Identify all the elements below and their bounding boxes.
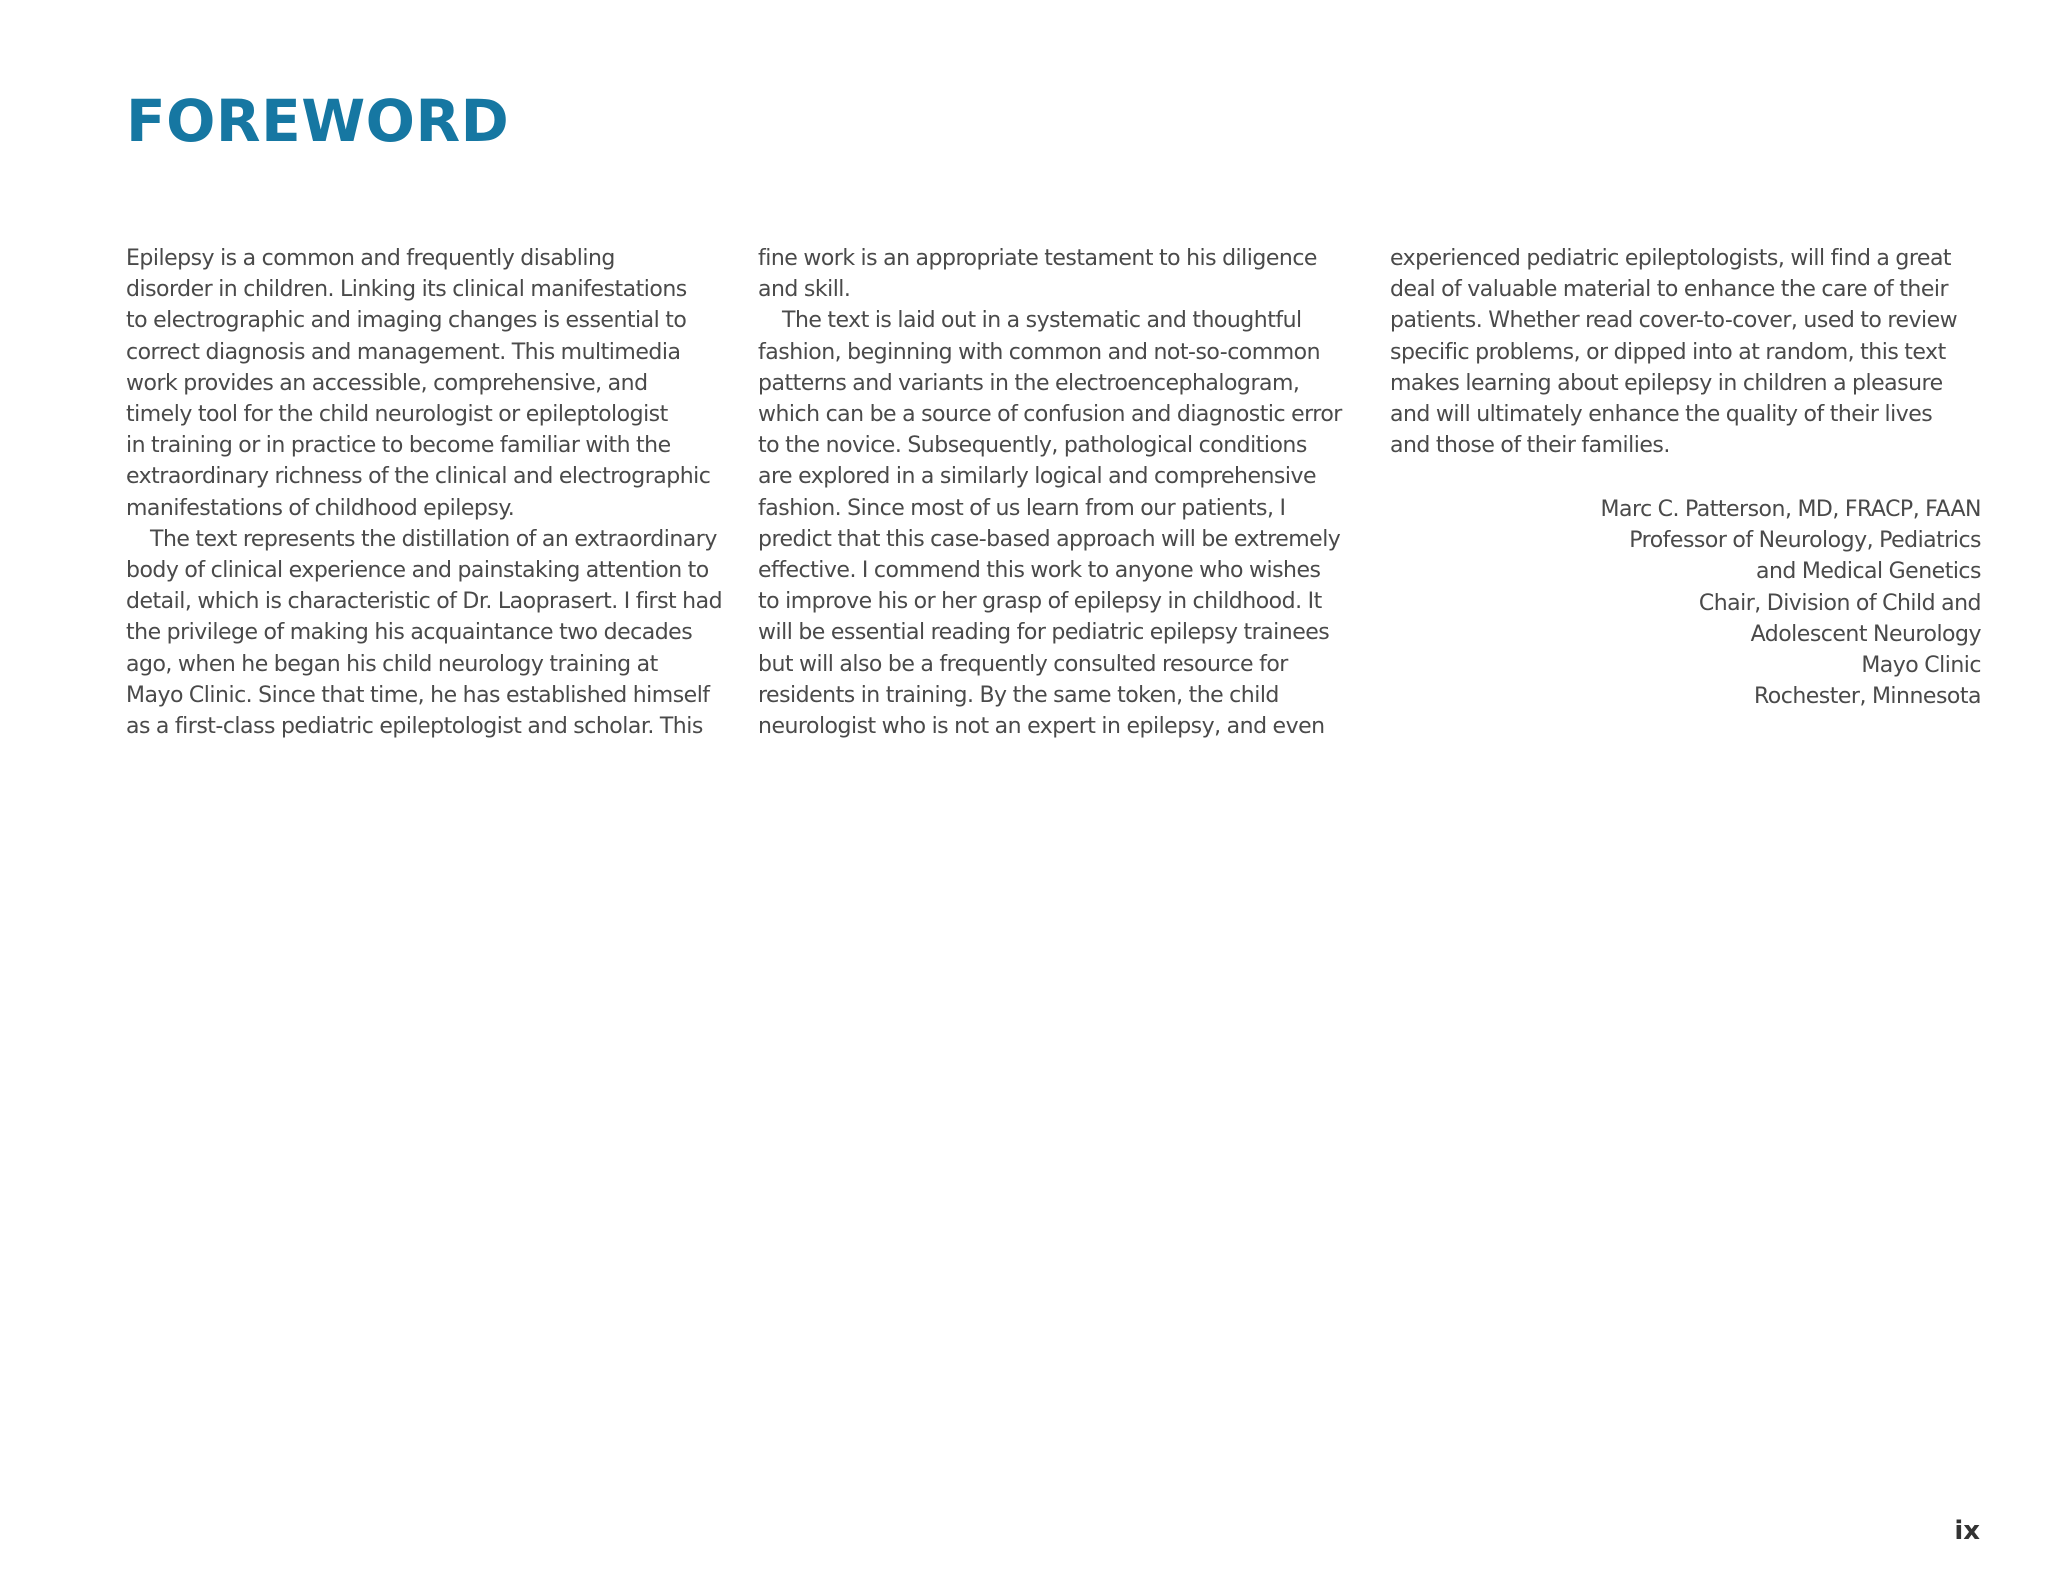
text-line: and skill. [758, 277, 851, 303]
author-title-line: and Medical Genetics [1755, 559, 1981, 585]
text-line: disorder in children. Linking its clinical manifestations [126, 277, 687, 303]
text-line: to improve his or her grasp of epilepsy in childhood. It [758, 589, 1322, 615]
text-line: will be essential reading for pediatric epilepsy trainees [758, 620, 1330, 646]
text-line: in training or in practice to become familiar with the [126, 433, 671, 459]
text-line: as a first-class pediatric epileptologist and scholar. This [126, 714, 703, 740]
author-title-line: Professor of Neurology, Pediatrics [1629, 528, 1981, 554]
text-line: correct diagnosis and management. This multimedia [126, 339, 681, 365]
paragraph-start-line: The text represents the distillation of an extraordinary [150, 526, 717, 552]
author-title-line: Adolescent Neurology [1750, 621, 1981, 647]
text-line: to the novice. Subsequently, pathological conditions [758, 433, 1307, 459]
text-line: patterns and variants in the electroencephalogram, [758, 370, 1300, 396]
text-line: which can be a source of confusion and diagnostic error [758, 402, 1342, 428]
text-line: effective. I commend this work to anyone who wishes [758, 558, 1321, 584]
text-line: but will also be a frequently consulted resource for [758, 651, 1288, 677]
author-title-line: Chair, Division of Child and [1698, 590, 1981, 616]
text-line: manifestations of childhood epilepsy. [126, 495, 515, 521]
text-line: ago, when he began his child neurology training at [126, 651, 658, 677]
foreword-column-2 [758, 243, 1358, 742]
text-line: specific problems, or dipped into at random, this text [1390, 339, 1946, 365]
foreword-column-1 [126, 243, 726, 742]
text-line: are explored in a similarly logical and comprehensive [758, 464, 1317, 490]
text-line: the privilege of making his acquaintance two decades [126, 620, 693, 646]
text-line: fashion, beginning with common and not-so-common [758, 339, 1321, 365]
author-location: Rochester, Minnesota [1753, 684, 1981, 710]
text-line: Mayo Clinic. Since that time, he has established himself [126, 682, 710, 708]
text-line: deal of valuable material to enhance the care of their [1390, 277, 1949, 303]
text-line: work provides an accessible, comprehensive, and [126, 370, 648, 396]
text-line: fashion. Since most of us learn from our patients, I [758, 495, 1286, 521]
text-line: patients. Whether read cover-to-cover, used to review [1390, 308, 1958, 334]
text-line: and those of their families. [1390, 433, 1670, 459]
text-line: Epilepsy is a common and frequently disabling [126, 246, 615, 271]
text-line: body of clinical experience and painstaking attention to [126, 558, 709, 584]
text-line: makes learning about epilepsy in children a pleasure [1390, 370, 1943, 396]
text-line: and will ultimately enhance the quality of their lives [1390, 402, 1933, 428]
author-name: Marc C. Patterson, MD, FRACP, FAAN [1600, 497, 1981, 522]
text-line: fine work is an appropriate testament to his diligence [758, 246, 1317, 271]
text-line: timely tool for the child neurologist or epileptologist [126, 402, 668, 428]
foreword-column-3 [1390, 243, 1990, 461]
paragraph-start-line: The text is laid out in a systematic and thoughtful [782, 308, 1302, 334]
page-title: FOREWORD [126, 87, 510, 155]
text-line: extraordinary richness of the clinical and electrographic [126, 464, 711, 490]
author-signature [1481, 494, 1981, 712]
page-number: ix [1954, 1516, 1980, 1546]
text-line: residents in training. By the same token, the child [758, 682, 1279, 708]
text-line: detail, which is characteristic of Dr. Laoprasert. I first had [126, 589, 723, 615]
text-line: to electrographic and imaging changes is essential to [126, 308, 687, 334]
text-line: experienced pediatric epileptologists, will find a great [1390, 246, 1952, 271]
text-line: predict that this case-based approach will be extremely [758, 526, 1341, 552]
text-line: neurologist who is not an expert in epilepsy, and even [758, 714, 1325, 740]
author-affiliation: Mayo Clinic [1861, 653, 1981, 679]
